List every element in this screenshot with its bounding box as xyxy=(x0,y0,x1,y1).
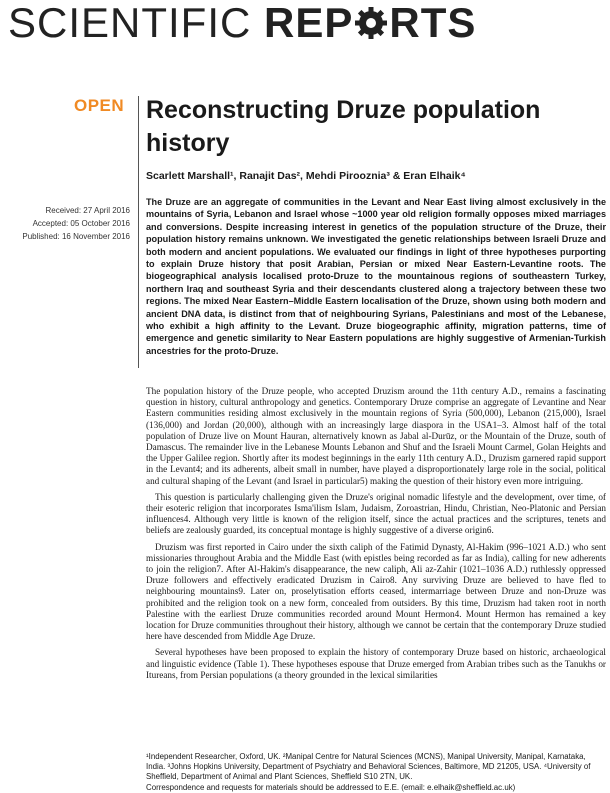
author-list: Scarlett Marshall¹, Ranajit Das², Mehdi Pirooznia³ & Eran Elhaik⁴ xyxy=(146,170,466,182)
journal-name-part1: SCIENTIFIC xyxy=(8,0,265,46)
accepted-date: Accepted: 05 October 2016 xyxy=(32,219,130,228)
affiliations: ¹Independent Researcher, Oxford, UK. ²Manipal Centre for Natural Sciences (MCNS), Manipal University, Manipal, Karnataka, India. ³Johns Hopkins University, Department of Psychiatry and Behavioral Sciences, Baltimore, MD 21205, USA. ⁴University of Sheffield, Department of Animal and Plant Sciences, Sheffield S10 2TN, UK. xyxy=(146,752,591,782)
article-body xyxy=(146,386,606,686)
correspondence: Correspondence and requests for materials should be addressed to E.E. (email: e.elhaik@sheffield.ac.uk) xyxy=(146,782,516,792)
published-date: Published: 16 November 2016 xyxy=(22,232,130,241)
open-access-label: OPEN xyxy=(74,96,125,115)
received-date: Received: 27 April 2016 xyxy=(45,206,130,215)
divider xyxy=(138,96,139,368)
abstract: The Druze are an aggregate of communities in the Levant and Near East living almost exclusively in the mountains of Syria, Lebanon and Israel whose ~1000 year old religion formally opposes mixed marriages and conversions. Despite increasing interest in genetics of the population structure of the Druze, their population history remains unknown. We investigated the genetic relationships between Israeli Druze and both modern and ancient populations. We evaluated our findings in light of three hypotheses purporting to explain Druze history that posit Arabian, Persian or mixed Near Eastern-Levantine roots. The biogeographical analysis localised proto-Druze to the mountainous regions of southeastern Turkey, northern Iraq and southeast Syria and their descendants clustered along a trajectory between these two regions. The mixed Near Eastern–Middle Eastern localisation of the Druze, shown using both modern and ancient DNA data, is distinct from that of neighbouring Syrians, Palestinians and most of the Lebanese, who exhibit a high affinity to the Levant. Druze biogeographic affinity, migration patterns, time of emergence and genetic similarity to Near Eastern populations are highly suggestive of Armenian-Turkish ancestries for the proto-Druze. xyxy=(146,197,606,356)
gear-icon xyxy=(354,6,388,40)
article-title: Reconstructing Druze population history xyxy=(146,96,541,157)
article-dates xyxy=(0,204,130,243)
affiliations-footnote xyxy=(146,752,606,793)
body-paragraph: Several hypotheses have been proposed to explain the history of contemporary Druze based on historic, archaeological and linguistic evidence (Table 1). These hypotheses espouse that Druze emerged from Arabian tribes such as the Tanukhs or Itureans, from Persian populations (a theory grounded in the lexical similarities xyxy=(146,647,606,680)
body-paragraph: The population history of the Druze people, who accepted Druzism around the 11th century A.D., remains a fascinating question in history, cultural anthropology and genetics. Contemporary Druze comprise an aggregate of Levantine and Near Eastern communities residing almost exclusively in the mountain regions of Syria (500,000), Lebanon (215,000), Israel (136,000) and Jordan (20,000), although with an increasingly large diaspora in the USA1–3. Almost half of the total population of Druze live on Mount Hauran, alternatively known as Jabal al-Durūz, or the Mountain of the Druze, south of Damascus. The remainder live in the Lebanese Mounts Lebanon and Shuf and the Israeli Mount Carmel, Golan Heights and the Upper Galilee region. Shortly after its modest beginnings in the early 11th century A.D., Druzism garnered rapid support in the Levant4; and its adherents, albeit small in number, have played a disproportionately large role in the social, political and cultural shaping of the Levant (and Israel in particular5) making the question of their history even more intriguing. xyxy=(146,386,606,486)
journal-masthead xyxy=(8,0,476,46)
body-paragraph: This question is particularly challenging given the Druze's original nomadic lifestyle and the development, over time, of their esoteric religion that incorporates Isma'ilism Islam, Judaism, Zoroastrian, Hindu, Christian, Neo-Platonic and Persian influences4. Although very little is known of the religion itself, since the actual practices and the scriptures, tenets and beliefs are zealously guarded, its conceptual montage is highly suggestive of a diverse origin6. xyxy=(146,491,606,536)
journal-name-part3: RTS xyxy=(389,0,477,46)
journal-name-part2: REP xyxy=(264,0,354,46)
body-paragraph: Druzism was first reported in Cairo under the sixth caliph of the Fatimid Dynasty, Al-Hakim (996–1021 A.D.) who sent missionaries throughout Arabia and the Middle East (with epistles being recorded as far as India), calling for new adherents to join the religion7. After Al-Hakim's disappearance, the new caliph, Ali az-Zahir (1021–1036 A.D.) ruthlessly oppressed Druze followers and effectively eradicated Druzism in Cairo8. Any surviving Druze are believed to have fled to neighbouring mountains9. Later on, proselytisation efforts ceased, intermarriage between Druze and non-Druze was prohibited and the religion took on a new form, concealed from outsiders. By this time, Druzism had taken root in north Palestine with the earliest Druze communities recorded around Mount Hermon4. Mount Hermon has remained a key location for Druze communities throughout their history, although we cannot be certain that the contemporary Druze studied here have descended from Middle Age Druze. xyxy=(146,541,606,642)
